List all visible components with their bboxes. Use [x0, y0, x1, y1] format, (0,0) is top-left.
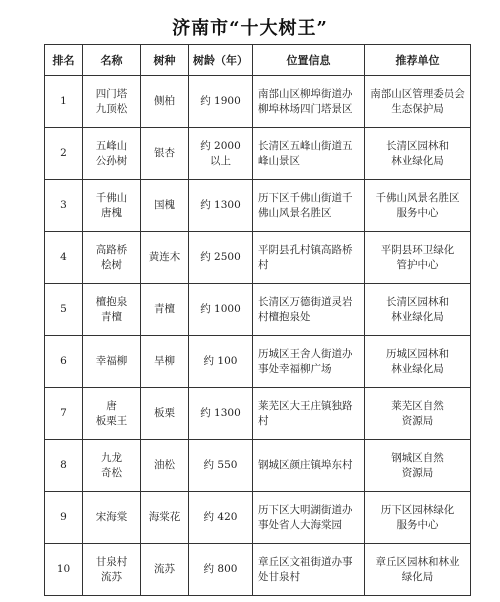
table-row — [45, 388, 471, 440]
cell-name: 幸福柳 — [83, 336, 141, 388]
cell-species: 银杏 — [141, 128, 189, 180]
cell-unit: 千佛山风景名胜区 服务中心 — [365, 180, 471, 232]
cell-location: 长清区万德街道灵岩村檀抱泉处 — [253, 284, 365, 336]
cell-name: 唐 板栗王 — [83, 388, 141, 440]
cell-species: 青檀 — [141, 284, 189, 336]
cell-age: 约 2500 — [189, 232, 253, 284]
cell-location: 南部山区柳埠街道办柳埠林场四门塔景区 — [253, 76, 365, 128]
cell-name: 四门塔 九顶松 — [83, 76, 141, 128]
header-unit: 推荐单位 — [365, 45, 471, 76]
cell-species: 黄连木 — [141, 232, 189, 284]
cell-rank: 1 — [45, 76, 83, 128]
table-row — [45, 440, 471, 492]
cell-age: 约 800 — [189, 544, 253, 596]
table-row — [45, 128, 471, 180]
page-title: 济南市“十大树王” — [172, 18, 328, 39]
cell-unit: 章丘区园林和林业 绿化局 — [365, 544, 471, 596]
cell-unit: 南部山区管理委员会生态保护局 — [365, 76, 471, 128]
cell-location: 章丘区文祖街道办事处甘泉村 — [253, 544, 365, 596]
cell-location: 平阴县孔村镇高路桥村 — [253, 232, 365, 284]
cell-name: 高路桥 桧树 — [83, 232, 141, 284]
cell-unit: 钢城区自然 资源局 — [365, 440, 471, 492]
cell-unit: 长清区园林和 林业绿化局 — [365, 128, 471, 180]
table-row — [45, 232, 471, 284]
cell-species: 国槐 — [141, 180, 189, 232]
cell-name: 五峰山 公孙树 — [83, 128, 141, 180]
tree-kings-table — [44, 44, 471, 596]
table-row — [45, 76, 471, 128]
cell-rank: 6 — [45, 336, 83, 388]
cell-species: 旱柳 — [141, 336, 189, 388]
cell-age: 约 550 — [189, 440, 253, 492]
cell-unit: 历城区园林和 林业绿化局 — [365, 336, 471, 388]
cell-age: 约 1300 — [189, 180, 253, 232]
table-header-row — [45, 45, 471, 76]
cell-age: 约 1000 — [189, 284, 253, 336]
cell-age: 约 100 — [189, 336, 253, 388]
cell-rank: 4 — [45, 232, 83, 284]
cell-species: 油松 — [141, 440, 189, 492]
cell-age: 约 1900 — [189, 76, 253, 128]
cell-name: 九龙 奇松 — [83, 440, 141, 492]
table-row — [45, 336, 471, 388]
cell-location: 长清区五峰山街道五峰山景区 — [253, 128, 365, 180]
cell-location: 历城区王舍人街道办事处幸福柳广场 — [253, 336, 365, 388]
cell-species: 侧柏 — [141, 76, 189, 128]
cell-species: 板栗 — [141, 388, 189, 440]
cell-unit: 平阴县环卫绿化 管护中心 — [365, 232, 471, 284]
header-age: 树龄（年） — [189, 45, 253, 76]
cell-rank: 7 — [45, 388, 83, 440]
cell-location: 历下区千佛山街道千佛山风景名胜区 — [253, 180, 365, 232]
cell-age: 约 2000 以上 — [189, 128, 253, 180]
cell-unit: 长清区园林和 林业绿化局 — [365, 284, 471, 336]
cell-location: 历下区大明湖街道办事处省人大海棠园 — [253, 492, 365, 544]
header-name: 名称 — [83, 45, 141, 76]
table-row — [45, 492, 471, 544]
cell-age: 约 420 — [189, 492, 253, 544]
cell-rank: 2 — [45, 128, 83, 180]
cell-rank: 8 — [45, 440, 83, 492]
header-location: 位置信息 — [253, 45, 365, 76]
cell-unit: 莱芜区自然 资源局 — [365, 388, 471, 440]
cell-location: 莱芜区大王庄镇独路村 — [253, 388, 365, 440]
cell-species: 流苏 — [141, 544, 189, 596]
header-rank: 排名 — [45, 45, 83, 76]
cell-rank: 10 — [45, 544, 83, 596]
cell-location: 钢城区颜庄镇埠东村 — [253, 440, 365, 492]
cell-rank: 3 — [45, 180, 83, 232]
cell-unit: 历下区园林绿化 服务中心 — [365, 492, 471, 544]
cell-age: 约 1300 — [189, 388, 253, 440]
cell-rank: 5 — [45, 284, 83, 336]
header-species: 树种 — [141, 45, 189, 76]
cell-name: 檀抱泉 青檀 — [83, 284, 141, 336]
cell-name: 宋海棠 — [83, 492, 141, 544]
cell-species: 海棠花 — [141, 492, 189, 544]
table-row — [45, 284, 471, 336]
cell-rank: 9 — [45, 492, 83, 544]
table-row — [45, 180, 471, 232]
table-row — [45, 544, 471, 596]
cell-name: 千佛山 唐槐 — [83, 180, 141, 232]
cell-name: 甘泉村 流苏 — [83, 544, 141, 596]
